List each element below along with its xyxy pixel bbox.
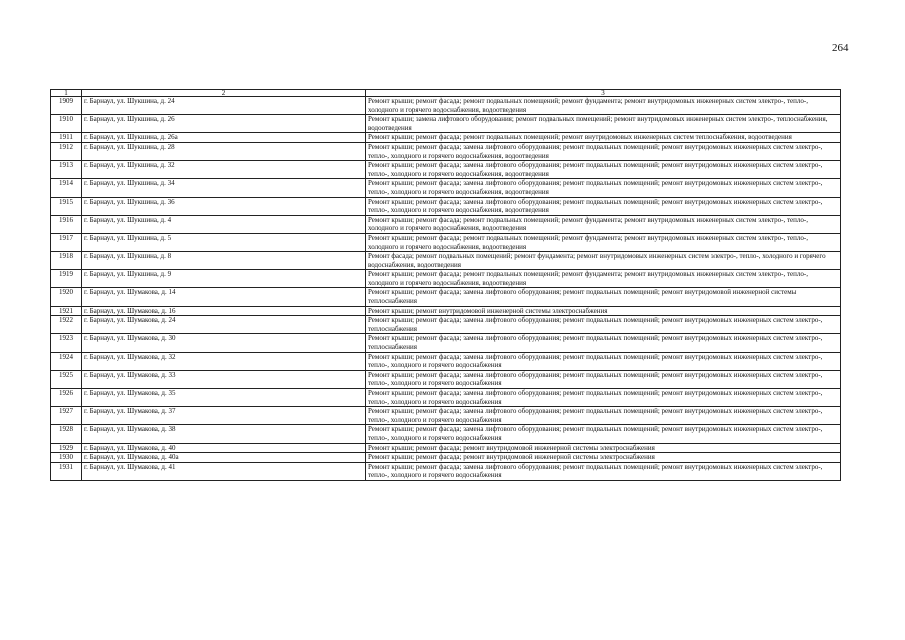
works-cell: Ремонт крыши; ремонт фасада; замена лифтового оборудования; ремонт подвальных помещений; ремонт внутридомовых инженерных систем электро-, тепло-, холодного и горячего водоснабжения (366, 425, 841, 443)
works-cell: Ремонт крыши; ремонт фасада; замена лифтового оборудования; ремонт подвальных помещений; ремонт внутридомовых инженерных систем электро-, тепло-, холодного и горячего водоснабжения, водоотведения (366, 142, 841, 160)
address-cell: г. Барнаул, ул. Шукшина, д. 32 (82, 161, 366, 179)
address-cell: г. Барнаул, ул. Шумакова, д. 33 (82, 370, 366, 388)
address-cell: г. Барнаул, ул. Шукшина, д. 26 (82, 115, 366, 133)
table-row (51, 97, 841, 115)
address-cell: г. Барнаул, ул. Шумакова, д. 41 (82, 462, 366, 480)
works-cell: Ремонт крыши; ремонт фасада; замена лифтового оборудования; ремонт подвальных помещений; ремонт внутридомовых инженерных систем электро-, тепло-, холодного и горячего водоснабжения, водоотведения (366, 197, 841, 215)
table-row (51, 252, 841, 270)
table-row (51, 115, 841, 133)
address-cell: г. Барнаул, ул. Шукшина, д. 9 (82, 270, 366, 288)
table-row (51, 215, 841, 233)
address-cell: г. Барнаул, ул. Шумакова, д. 35 (82, 389, 366, 407)
works-cell: Ремонт крыши; ремонт внутридомовой инженерной системы электроснабжения (366, 306, 841, 316)
table-row (51, 453, 841, 463)
table-row (51, 197, 841, 215)
row-number: 1918 (51, 252, 82, 270)
table-row (51, 425, 841, 443)
column-number-row (51, 90, 841, 97)
address-cell: г. Барнаул, ул. Шукшина, д. 34 (82, 179, 366, 197)
address-cell: г. Барнаул, ул. Шумакова, д. 16 (82, 306, 366, 316)
table-row (51, 389, 841, 407)
row-number: 1923 (51, 334, 82, 352)
table-row (51, 370, 841, 388)
works-cell: Ремонт крыши; ремонт фасада; ремонт подвальных помещений; ремонт фундамента; ремонт внутридомовых инженерных систем электро-, тепло-, холодного и горячего водоснабжения, водоотведения (366, 97, 841, 115)
row-number: 1926 (51, 389, 82, 407)
works-cell: Ремонт крыши; ремонт фасада; замена лифтового оборудования; ремонт подвальных помещений; ремонт внутридомовых инженерных систем электро-, тепло-, холодного и горячего водоснабжения, водоотведения (366, 161, 841, 179)
address-cell: г. Барнаул, ул. Шукшина, д. 26а (82, 133, 366, 143)
address-cell: г. Барнаул, ул. Шумакова, д. 40 (82, 443, 366, 453)
table-row (51, 306, 841, 316)
address-cell: г. Барнаул, ул. Шукшина, д. 5 (82, 233, 366, 251)
row-number: 1917 (51, 233, 82, 251)
table-row (51, 142, 841, 160)
table-row (51, 334, 841, 352)
row-number: 1916 (51, 215, 82, 233)
row-number: 1929 (51, 443, 82, 453)
row-number: 1913 (51, 161, 82, 179)
row-number: 1931 (51, 462, 82, 480)
row-number: 1925 (51, 370, 82, 388)
address-cell: г. Барнаул, ул. Шумакова, д. 30 (82, 334, 366, 352)
works-cell: Ремонт крыши; ремонт фасада; замена лифтового оборудования; ремонт подвальных помещений; ремонт внутридомовых инженерных систем электро-, теплоснабжения (366, 316, 841, 334)
works-cell: Ремонт крыши; ремонт фасада; замена лифтового оборудования; ремонт подвальных помещений; ремонт внутридомовых инженерных систем электро-, тепло-, холодного и горячего водоснабжения (366, 370, 841, 388)
row-number: 1910 (51, 115, 82, 133)
works-cell: Ремонт крыши; ремонт фасада; замена лифтового оборудования; ремонт подвальных помещений; ремонт внутридомовых инженерных систем электро-, тепло-, холодного и горячего водоснабжения (366, 462, 841, 480)
column-number-3: 3 (366, 90, 841, 97)
table-row (51, 133, 841, 143)
table-row (51, 462, 841, 480)
table-row (51, 407, 841, 425)
works-cell: Ремонт крыши; ремонт фасада; ремонт подвальных помещений; ремонт фундамента; ремонт внутридомовых инженерных систем электро-, тепло-, холодного и горячего водоснабжения, водоотведения (366, 233, 841, 251)
row-number: 1927 (51, 407, 82, 425)
works-cell: Ремонт крыши; замена лифтового оборудования; ремонт подвальных помещений; ремонт внутридомовых инженерных систем электро-, теплоснабжения, водоотведения (366, 115, 841, 133)
works-cell: Ремонт фасада; ремонт подвальных помещений; ремонт фундамента; ремонт внутридомовых инженерных систем электро-, тепло-, холодного и горячего водоснабжения, водоотведения (366, 252, 841, 270)
column-number-1: 1 (51, 90, 82, 97)
works-cell: Ремонт крыши; ремонт фасада; замена лифтового оборудования; ремонт подвальных помещений; ремонт внутридомовых инженерных систем электро-, теплоснабжения (366, 334, 841, 352)
address-cell: г. Барнаул, ул. Шумакова, д. 38 (82, 425, 366, 443)
works-cell: Ремонт крыши; ремонт фасада; замена лифтового оборудования; ремонт подвальных помещений; ремонт внутридомовых инженерных систем электро-, тепло-, холодного и горячего водоснабжения, водоотведения (366, 179, 841, 197)
row-number: 1912 (51, 142, 82, 160)
column-number-2: 2 (82, 90, 366, 97)
table-row (51, 179, 841, 197)
address-cell: г. Барнаул, ул. Шукшина, д. 4 (82, 215, 366, 233)
works-cell: Ремонт крыши; ремонт фасада; ремонт внутридомовой инженерной системы электроснабжения (366, 443, 841, 453)
works-cell: Ремонт крыши; ремонт фасада; замена лифтового оборудования; ремонт подвальных помещений; ремонт внутридомовых инженерных систем электро-, тепло-, холодного и горячего водоснабжения (366, 352, 841, 370)
works-cell: Ремонт крыши; ремонт фасада; ремонт подвальных помещений; ремонт фундамента; ремонт внутридомовых инженерных систем электро-, тепло-, холодного и горячего водоснабжения, водоотведения (366, 270, 841, 288)
table-row (51, 161, 841, 179)
table-body (51, 97, 841, 481)
works-cell: Ремонт крыши; ремонт фасада; ремонт внутридомовой инженерной системы электроснабжения (366, 453, 841, 463)
address-cell: г. Барнаул, ул. Шумакова, д. 40а (82, 453, 366, 463)
address-cell: г. Барнаул, ул. Шумакова, д. 32 (82, 352, 366, 370)
row-number: 1909 (51, 97, 82, 115)
address-cell: г. Барнаул, ул. Шумакова, д. 37 (82, 407, 366, 425)
row-number: 1914 (51, 179, 82, 197)
table-row (51, 352, 841, 370)
row-number: 1911 (51, 133, 82, 143)
row-number: 1921 (51, 306, 82, 316)
page-number: 264 (832, 42, 849, 54)
table-row (51, 443, 841, 453)
address-cell: г. Барнаул, ул. Шумакова, д. 14 (82, 288, 366, 306)
address-cell: г. Барнаул, ул. Шумакова, д. 24 (82, 316, 366, 334)
address-cell: г. Барнаул, ул. Шукшина, д. 24 (82, 97, 366, 115)
row-number: 1919 (51, 270, 82, 288)
works-cell: Ремонт крыши; ремонт фасада; замена лифтового оборудования; ремонт подвальных помещений; ремонт внутридомовых инженерных систем электро-, тепло-, холодного и горячего водоснабжения (366, 407, 841, 425)
row-number: 1915 (51, 197, 82, 215)
address-cell: г. Барнаул, ул. Шукшина, д. 36 (82, 197, 366, 215)
works-cell: Ремонт крыши; ремонт фасада; ремонт подвальных помещений; ремонт фундамента; ремонт внутридомовых инженерных систем электро-, тепло-, холодного и горячего водоснабжения, водоотведения (366, 215, 841, 233)
table-row (51, 233, 841, 251)
row-number: 1924 (51, 352, 82, 370)
address-cell: г. Барнаул, ул. Шукшина, д. 8 (82, 252, 366, 270)
works-cell: Ремонт крыши; ремонт фасада; замена лифтового оборудования; ремонт подвальных помещений; ремонт внутридомовых инженерных систем электро-, тепло-, холодного и горячего водоснабжения (366, 389, 841, 407)
row-number: 1928 (51, 425, 82, 443)
row-number: 1922 (51, 316, 82, 334)
row-number: 1920 (51, 288, 82, 306)
address-cell: г. Барнаул, ул. Шукшина, д. 28 (82, 142, 366, 160)
works-cell: Ремонт крыши; ремонт фасада; ремонт подвальных помещений; ремонт внутридомовых инженерных систем теплоснабжения, водоотведения (366, 133, 841, 143)
table-row (51, 288, 841, 306)
table-row (51, 270, 841, 288)
table-row (51, 316, 841, 334)
repair-schedule-table (50, 89, 841, 481)
works-cell: Ремонт крыши; ремонт фасада; замена лифтового оборудования; ремонт подвальных помещений; ремонт внутридомовой инженерной системы теплоснабжения (366, 288, 841, 306)
row-number: 1930 (51, 453, 82, 463)
